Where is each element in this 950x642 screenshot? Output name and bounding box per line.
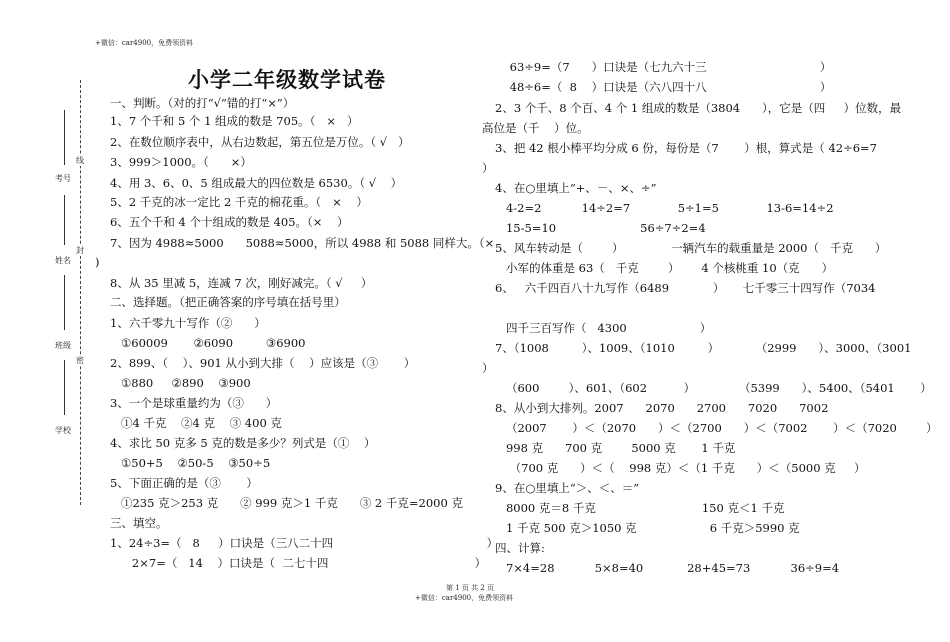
question-line: 4、用 3、6、0、5 组成最大的四位数是 6530。（ √ ） xyxy=(110,176,403,190)
question-line: 15-5=10 56÷7÷2=4 xyxy=(495,221,706,235)
binding-dashed-line xyxy=(80,80,81,505)
question-line: 4-2=2 14÷2=7 5÷1=5 13-6=14÷2 xyxy=(495,201,834,215)
question-line: 小军的体重是 63（ 千克 ） 4 个核桃重 10（克 ） xyxy=(495,261,834,275)
question-line: 8、从 35 里减 5，连减 7 次，刚好减完。（ √ ） xyxy=(110,276,373,290)
question-line: 6、五个千和 4 个十组成的数是 405。（× ） xyxy=(110,215,349,229)
question-line: 48÷6=（ 8 ）口诀是（六八四十八 ） xyxy=(495,80,832,94)
question-line: 1 千克 500 克＞1050 克 6 千克＞5990 克 xyxy=(495,521,800,535)
label-name: 姓名 xyxy=(55,256,71,265)
question-line: 3、把 42 根小棒平均分成 6 份，每份是（7 ）根，算式是（ 42÷6=7 xyxy=(495,141,877,155)
question-line: 2、899、（ ）、901 从小到大排（ ）应该是（③ ） xyxy=(110,356,416,370)
option-line: ①4 千克 ②4 克 ③ 400 克 xyxy=(110,416,282,430)
question-line: 3、999＞1000。（ ×） xyxy=(110,155,252,169)
field-line xyxy=(64,360,65,415)
question-line: 1、24÷3=（ 8 ）口诀是（三八二十四 ） xyxy=(110,536,499,550)
question-line: 63÷9=（7 ）口诀是（七九六十三 ） xyxy=(495,60,832,74)
section-heading: 二、选择题。（把正确答案的序号填在括号里） xyxy=(110,295,346,309)
label-class: 班级 xyxy=(55,341,71,350)
question-line: （700 克 ）＜（ 998 克）＜（1 千克 ）＜（5000 克 ） xyxy=(495,461,866,475)
binding-mark: 线 xyxy=(76,156,84,165)
question-line: 8、从小到大排列。2007 2070 2700 7020 7002 xyxy=(495,401,829,415)
page-title: 小学二年级数学试卷 xyxy=(188,67,386,92)
question-line: 四千三百写作（ 4300 ） xyxy=(495,321,712,335)
binding-mark: 密 xyxy=(76,356,84,365)
question-line: 5、2 千克的冰一定比 2 千克的棉花重。（ × ） xyxy=(110,195,368,209)
option-line: ①880 ②890 ③900 xyxy=(110,376,251,390)
section-heading: 三、填空。 xyxy=(110,516,168,530)
question-line: ） xyxy=(482,161,494,175)
question-line: （2007 ）＜（2070 ）＜（2700 ）＜（7002 ）＜（7020 ） xyxy=(495,421,938,435)
question-line: 2、在数位顺序表中，从右边数起，第五位是万位。（ √ ） xyxy=(110,135,410,149)
field-line xyxy=(64,110,65,165)
label-exam-number: 考号 xyxy=(55,174,71,183)
question-line: 7、因为 4988≈5000 5088≈5000，所以 4988 和 5088 同样大。（× xyxy=(110,236,495,250)
question-line: 7、（1008 ）、1009、（1010 ） （2999 ）、3000、（3001 xyxy=(495,341,912,355)
option-line: ①235 克＞253 克 ② 999 克＞1 千克 ③ 2 千克=2000 克 xyxy=(110,496,463,510)
binding-mark: 封 xyxy=(76,246,84,255)
label-school: 学校 xyxy=(55,426,71,435)
field-line xyxy=(64,195,65,245)
header-note: +微信：car4900，免费领资料 xyxy=(95,39,194,47)
question-line: 9、在○里填上“＞、＜、＝” xyxy=(495,481,640,495)
footer-note: +微信：car4900，免费领资料 xyxy=(415,594,514,602)
question-line: 7×4=28 5×8=40 28+45=73 36÷9=4 xyxy=(495,561,840,575)
question-line: 5、风车转动是（ ） 一辆汽车的载重量是 2000（ 千克 ） xyxy=(495,241,887,255)
question-line: （600 ）、601、（602 ） （5399 ）、5400、（5401 ） xyxy=(495,381,932,395)
question-line: ) xyxy=(95,255,100,269)
question-line: 高位是（千 ）位。 xyxy=(482,121,589,135)
option-line: ①60009 ②6090 ③6900 xyxy=(110,336,306,350)
question-line: 4、在○里填上“+、－、×、÷” xyxy=(495,181,657,195)
question-line: 一、判断。（对的打“√”错的打“×”） xyxy=(110,96,295,110)
page-number: 第 1 页 共 2 页 xyxy=(446,584,495,592)
option-line: ①50+5 ②50-5 ③50÷5 xyxy=(110,456,271,470)
question-line: 6、 六千四百八十九写作（6489 ） 七千零三十四写作（7034 xyxy=(495,281,876,295)
question-line: 2、3 个千、8 个百、4 个 1 组成的数是（3804 ），它是（四 ）位数，最 xyxy=(495,101,902,115)
question-line: 998 克 700 克 5000 克 1 千克 xyxy=(495,441,736,455)
field-line xyxy=(64,275,65,330)
question-line: ） xyxy=(482,361,494,375)
question-line: 5、下面正确的是（③ ） xyxy=(110,476,258,490)
question-line: 8000 克＝8 千克 150 克＜1 千克 xyxy=(495,501,785,515)
question-line: 3、一个是球重量约为（③ ） xyxy=(110,396,278,410)
question-line: 1、六千零九十写作（② ） xyxy=(110,316,266,330)
question-line: 4、求比 50 克多 5 克的数是多少？列式是（① ） xyxy=(110,436,376,450)
section-heading: 四、计算: xyxy=(495,541,545,555)
question-line: 2×7=（ 14 ）口诀是（ 二七十四 ） xyxy=(110,556,487,570)
question-line: 1、7 个千和 5 个 1 组成的数是 705。（ × ） xyxy=(110,114,359,128)
